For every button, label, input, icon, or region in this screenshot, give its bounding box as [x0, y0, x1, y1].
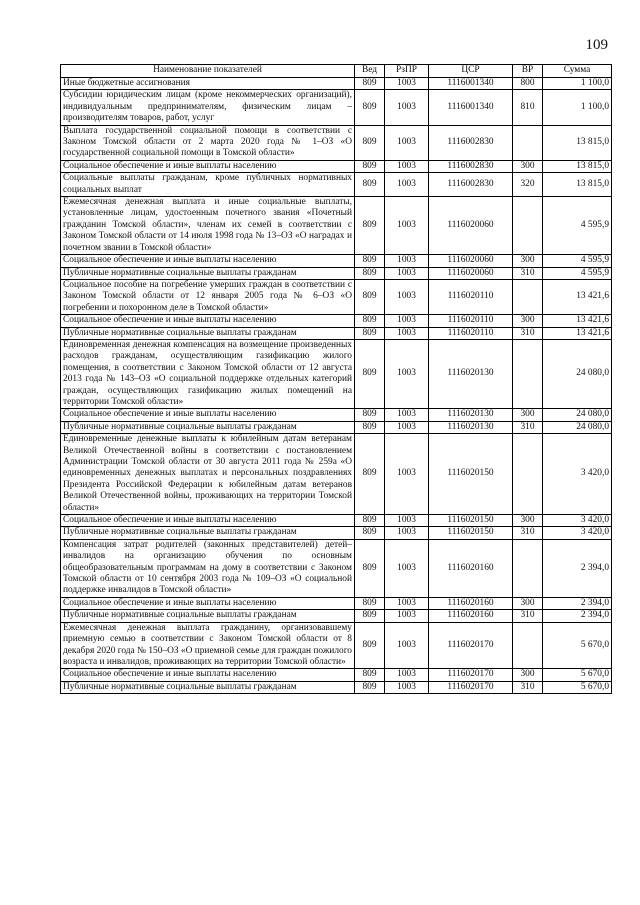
- row-sum-cell: 24 080,0: [543, 409, 612, 421]
- row-name-cell: Выплата государственной социальной помощи в соответствии с Законом Томской области от 2 марта 2020 года № 1–ОЗ «О государственной социальной помощи в Томской области»: [61, 125, 355, 160]
- row-csr-cell: 1116020130: [429, 339, 513, 408]
- row-rzpr-cell: 1003: [385, 515, 429, 527]
- row-name-cell: Публичные нормативные социальные выплаты гражданам: [61, 267, 355, 279]
- table-row: [61, 622, 612, 669]
- row-sum-cell: 3 420,0: [543, 434, 612, 515]
- row-rzpr-cell: 1003: [385, 527, 429, 539]
- row-sum-cell: 3 420,0: [543, 515, 612, 527]
- row-name-cell: Социальные выплаты гражданам, кроме публичных нормативных социальных выплат: [61, 173, 355, 197]
- row-ved-cell: 809: [355, 597, 385, 609]
- header-name: Наименование показателей: [61, 65, 355, 78]
- row-ved-cell: 809: [355, 539, 385, 597]
- row-ved-cell: 809: [355, 279, 385, 314]
- table-row: [61, 160, 612, 172]
- row-vr-cell: 810: [513, 90, 543, 125]
- table-row: [61, 681, 612, 693]
- row-vr-cell: [513, 539, 543, 597]
- row-sum-cell: 5 670,0: [543, 681, 612, 693]
- table-row: [61, 90, 612, 125]
- row-name-cell: Социальное обеспечение и иные выплаты населению: [61, 597, 355, 609]
- table-row: [61, 597, 612, 609]
- header-sum: Сумма: [543, 65, 612, 78]
- row-ved-cell: 809: [355, 125, 385, 160]
- table-row: [61, 315, 612, 327]
- row-csr-cell: 1116020170: [429, 669, 513, 681]
- row-name-cell: Социальное обеспечение и иные выплаты населению: [61, 160, 355, 172]
- row-sum-cell: 4 595,9: [543, 197, 612, 255]
- row-rzpr-cell: 1003: [385, 669, 429, 681]
- row-sum-cell: 4 595,9: [543, 267, 612, 279]
- row-rzpr-cell: 1003: [385, 78, 429, 90]
- row-rzpr-cell: 1003: [385, 125, 429, 160]
- table-row: [61, 434, 612, 515]
- row-rzpr-cell: 1003: [385, 255, 429, 267]
- row-ved-cell: 809: [355, 267, 385, 279]
- row-rzpr-cell: 1003: [385, 539, 429, 597]
- row-rzpr-cell: 1003: [385, 610, 429, 622]
- row-sum-cell: 1 100,0: [543, 90, 612, 125]
- page-number: 109: [585, 37, 608, 53]
- row-vr-cell: [513, 125, 543, 160]
- table-row: [61, 610, 612, 622]
- table-row: [61, 267, 612, 279]
- row-ved-cell: 809: [355, 339, 385, 408]
- row-rzpr-cell: 1003: [385, 197, 429, 255]
- row-rzpr-cell: 1003: [385, 173, 429, 197]
- row-rzpr-cell: 1003: [385, 597, 429, 609]
- table-row: [61, 327, 612, 339]
- row-ved-cell: 809: [355, 327, 385, 339]
- row-vr-cell: 310: [513, 610, 543, 622]
- row-sum-cell: 2 394,0: [543, 610, 612, 622]
- row-ved-cell: 809: [355, 315, 385, 327]
- row-csr-cell: 1116001340: [429, 90, 513, 125]
- row-ved-cell: 809: [355, 160, 385, 172]
- row-name-cell: Социальное обеспечение и иные выплаты населению: [61, 255, 355, 267]
- row-rzpr-cell: 1003: [385, 339, 429, 408]
- row-sum-cell: 13 815,0: [543, 173, 612, 197]
- row-vr-cell: 310: [513, 681, 543, 693]
- row-name-cell: Ежемесячная денежная выплата и иные социальные выплаты, установленные лицам, удостоенным почетного звания «Почетный гражданин Томской области», членам их семей в соответствии с Законом Томской области от 14 июля 1998 года № 13–ОЗ «О наградах и почетном звании в Томской области»: [61, 197, 355, 255]
- row-csr-cell: 1116002830: [429, 160, 513, 172]
- row-name-cell: Компенсация затрат родителей (законных представителей) детей–инвалидов на организацию обучения по основным общеобразовательным программам на дому в соответствии с Законом Томской области от 10 сентября 2003 года № 109–ОЗ «О социальной поддержке инвалидов в Томской области»: [61, 539, 355, 597]
- row-sum-cell: 5 670,0: [543, 622, 612, 669]
- row-ved-cell: 809: [355, 409, 385, 421]
- row-ved-cell: 809: [355, 610, 385, 622]
- table-row: [61, 78, 612, 90]
- row-ved-cell: 809: [355, 681, 385, 693]
- row-csr-cell: 1116020150: [429, 434, 513, 515]
- row-csr-cell: 1116020160: [429, 597, 513, 609]
- row-name-cell: Публичные нормативные социальные выплаты гражданам: [61, 421, 355, 433]
- header-rzpr: РзПР: [385, 65, 429, 78]
- row-vr-cell: 300: [513, 255, 543, 267]
- row-vr-cell: [513, 622, 543, 669]
- row-sum-cell: 24 080,0: [543, 421, 612, 433]
- row-sum-cell: 13 421,6: [543, 315, 612, 327]
- row-ved-cell: 809: [355, 197, 385, 255]
- row-name-cell: Социальное обеспечение и иные выплаты населению: [61, 515, 355, 527]
- table-row: [61, 279, 612, 314]
- table-row: [61, 125, 612, 160]
- table-row: [61, 527, 612, 539]
- header-ved: Вед: [355, 65, 385, 78]
- row-vr-cell: 300: [513, 315, 543, 327]
- row-ved-cell: 809: [355, 173, 385, 197]
- row-sum-cell: 13 815,0: [543, 160, 612, 172]
- row-csr-cell: 1116002830: [429, 173, 513, 197]
- row-ved-cell: 809: [355, 421, 385, 433]
- row-sum-cell: 13 421,6: [543, 327, 612, 339]
- row-vr-cell: 320: [513, 173, 543, 197]
- row-csr-cell: 1116020110: [429, 315, 513, 327]
- table-row: [61, 173, 612, 197]
- row-rzpr-cell: 1003: [385, 160, 429, 172]
- row-vr-cell: [513, 197, 543, 255]
- row-name-cell: Иные бюджетные ассигнования: [61, 78, 355, 90]
- row-ved-cell: 809: [355, 622, 385, 669]
- row-csr-cell: 1116020060: [429, 197, 513, 255]
- row-csr-cell: 1116002830: [429, 125, 513, 160]
- row-name-cell: Публичные нормативные социальные выплаты гражданам: [61, 327, 355, 339]
- row-ved-cell: 809: [355, 669, 385, 681]
- row-csr-cell: 1116020160: [429, 610, 513, 622]
- row-rzpr-cell: 1003: [385, 681, 429, 693]
- row-vr-cell: [513, 279, 543, 314]
- row-ved-cell: 809: [355, 255, 385, 267]
- row-rzpr-cell: 1003: [385, 409, 429, 421]
- row-rzpr-cell: 1003: [385, 434, 429, 515]
- header-csr: ЦСР: [429, 65, 513, 78]
- row-vr-cell: [513, 434, 543, 515]
- row-name-cell: Ежемесячная денежная выплата гражданину, организовавшему приемную семью в соответствии с Законом Томской области от 8 декабря 2020 года № 150–ОЗ «О приемной семье для граждан пожилого возраста и инвалидов, проживающих на территории Томской области»: [61, 622, 355, 669]
- row-csr-cell: 1116020060: [429, 267, 513, 279]
- row-vr-cell: 310: [513, 421, 543, 433]
- row-rzpr-cell: 1003: [385, 279, 429, 314]
- header-vr: ВР: [513, 65, 543, 78]
- table-row: [61, 669, 612, 681]
- row-rzpr-cell: 1003: [385, 267, 429, 279]
- row-ved-cell: 809: [355, 434, 385, 515]
- row-csr-cell: 1116020150: [429, 515, 513, 527]
- row-rzpr-cell: 1003: [385, 327, 429, 339]
- row-name-cell: Публичные нормативные социальные выплаты гражданам: [61, 527, 355, 539]
- table-row: [61, 255, 612, 267]
- row-name-cell: Социальное обеспечение и иные выплаты населению: [61, 669, 355, 681]
- table-row: [61, 539, 612, 597]
- table-body: [61, 78, 612, 694]
- row-name-cell: Публичные нормативные социальные выплаты гражданам: [61, 610, 355, 622]
- row-name-cell: Социальное пособие на погребение умерших граждан в соответствии с Законом Томской области от 12 января 2005 года № 6–ОЗ «О погребении и похоронном деле в Томской области»: [61, 279, 355, 314]
- row-vr-cell: 300: [513, 669, 543, 681]
- row-sum-cell: 4 595,9: [543, 255, 612, 267]
- row-vr-cell: 310: [513, 527, 543, 539]
- row-name-cell: Социальное обеспечение и иные выплаты населению: [61, 409, 355, 421]
- table-row: [61, 515, 612, 527]
- row-rzpr-cell: 1003: [385, 315, 429, 327]
- row-csr-cell: 1116020130: [429, 421, 513, 433]
- row-sum-cell: 24 080,0: [543, 339, 612, 408]
- row-name-cell: Социальное обеспечение и иные выплаты населению: [61, 315, 355, 327]
- row-sum-cell: 13 421,6: [543, 279, 612, 314]
- row-vr-cell: [513, 339, 543, 408]
- row-sum-cell: 2 394,0: [543, 539, 612, 597]
- row-ved-cell: 809: [355, 527, 385, 539]
- row-csr-cell: 1116020150: [429, 527, 513, 539]
- row-csr-cell: 1116020110: [429, 279, 513, 314]
- row-csr-cell: 1116020160: [429, 539, 513, 597]
- row-name-cell: Публичные нормативные социальные выплаты гражданам: [61, 681, 355, 693]
- row-csr-cell: 1116020170: [429, 681, 513, 693]
- row-vr-cell: 300: [513, 515, 543, 527]
- row-csr-cell: 1116020130: [429, 409, 513, 421]
- row-name-cell: Субсидии юридическим лицам (кроме некоммерческих организаций), индивидуальным предпринимателям, физическим лицам – производителям товаров, работ, услуг: [61, 90, 355, 125]
- budget-table: [60, 64, 612, 694]
- row-name-cell: Единовременная денежная компенсация на возмещение произведенных расходов гражданам, осуществляющим газификацию жилого помещения, в соответствии с Законом Томской области от 12 августа 2013 года № 143–ОЗ «О социальной поддержке отдельных категорий граждан, осуществляющих газификацию жилых помещений на территории Томской области»: [61, 339, 355, 408]
- row-vr-cell: 300: [513, 160, 543, 172]
- row-sum-cell: 3 420,0: [543, 527, 612, 539]
- row-sum-cell: 13 815,0: [543, 125, 612, 160]
- row-csr-cell: 1116020170: [429, 622, 513, 669]
- row-rzpr-cell: 1003: [385, 421, 429, 433]
- row-vr-cell: 800: [513, 78, 543, 90]
- row-ved-cell: 809: [355, 515, 385, 527]
- table-row: [61, 409, 612, 421]
- row-rzpr-cell: 1003: [385, 622, 429, 669]
- row-vr-cell: 300: [513, 409, 543, 421]
- row-csr-cell: 1116020060: [429, 255, 513, 267]
- table-row: [61, 339, 612, 408]
- row-ved-cell: 809: [355, 78, 385, 90]
- row-name-cell: Единовременные денежные выплаты к юбилейным датам ветеранам Великой Отечественной войны в соответствии с постановлением Администрации Томской области от 30 августа 2011 года № 259а «О единовременных денежных выплатах и персональных поздравлениях Президента Российской Федерации к юбилейным датам ветеранов Великой Отечественной войны, проживающих на территории Томской области»: [61, 434, 355, 515]
- row-csr-cell: 1116001340: [429, 78, 513, 90]
- table-row: [61, 421, 612, 433]
- row-rzpr-cell: 1003: [385, 90, 429, 125]
- row-sum-cell: 1 100,0: [543, 78, 612, 90]
- table-header-row: [61, 65, 612, 78]
- row-ved-cell: 809: [355, 90, 385, 125]
- row-vr-cell: 300: [513, 597, 543, 609]
- row-vr-cell: 310: [513, 327, 543, 339]
- table-row: [61, 197, 612, 255]
- row-csr-cell: 1116020110: [429, 327, 513, 339]
- row-sum-cell: 2 394,0: [543, 597, 612, 609]
- row-vr-cell: 310: [513, 267, 543, 279]
- row-sum-cell: 5 670,0: [543, 669, 612, 681]
